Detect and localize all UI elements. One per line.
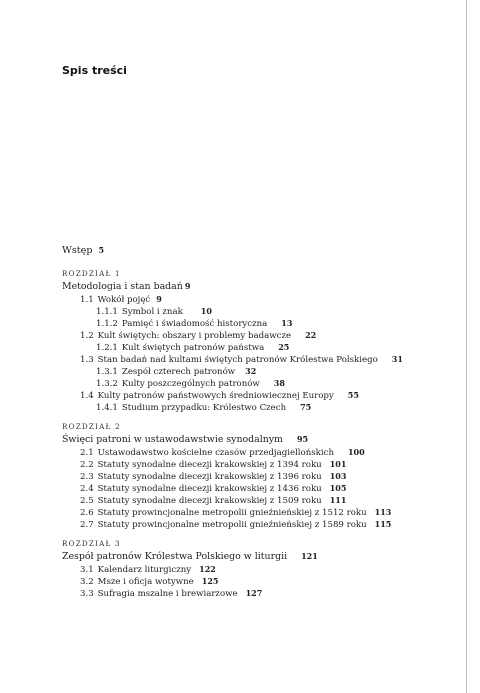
toc-entry <box>96 366 256 378</box>
chapter-1-title-line <box>62 281 190 292</box>
toc-entry-number: 3.3 <box>80 589 94 599</box>
toc-entry-number: 1.2.1 <box>96 343 118 353</box>
toc-entry-title: Kulty patronów państwowych średniowiecznej Europy <box>97 391 334 401</box>
chapter-3-title-line <box>62 551 318 562</box>
toc-entry <box>80 564 216 576</box>
toc-entry-page: 103 <box>329 471 347 481</box>
toc-entry-page: 125 <box>201 576 219 586</box>
toc-intro-label: Wstęp <box>62 245 93 256</box>
toc-entry-title: Kult świętych patronów państwa <box>121 343 265 353</box>
toc-entry <box>80 447 365 459</box>
toc-entry-title: Kult świętych: obszary i problemy badawcze <box>97 331 292 341</box>
toc-entry <box>80 330 316 342</box>
toc-entry-title: Statuty synodalne diecezji krakowskiej z 1396 roku <box>97 472 322 482</box>
toc-entry-number: 1.3 <box>80 355 94 365</box>
toc-entry-title: Msze i oficja wotywne <box>97 577 194 587</box>
toc-entry-page: 113 <box>374 507 392 517</box>
toc-entry-number: 1.1.2 <box>96 319 118 329</box>
toc-entry-title: Studium przypadku: Królestwo Czech <box>121 403 287 413</box>
page-edge-line <box>466 0 467 693</box>
toc-entry <box>80 471 346 483</box>
toc-entry-title: Wokół pojęć <box>97 295 151 305</box>
toc-entry-title: Zespół czterech patronów <box>121 367 236 377</box>
toc-entry <box>96 306 212 318</box>
toc-entry <box>80 390 359 402</box>
toc-title: Spis treści <box>62 64 127 77</box>
toc-entry-title: Statuty synodalne diecezji krakowskiej z 1436 roku <box>97 484 322 494</box>
toc-entry-page: 100 <box>347 447 365 457</box>
toc-entry-number: 1.2 <box>80 331 94 341</box>
toc-entry-page: 115 <box>374 519 392 529</box>
toc-entry <box>80 354 403 366</box>
toc-entry-number: 2.1 <box>80 448 94 458</box>
toc-entry <box>80 294 162 306</box>
toc-entry <box>80 519 391 531</box>
toc-entry-page: 32 <box>245 366 257 376</box>
toc-entry-title: Pamięć i świadomość historyczna <box>121 319 268 329</box>
toc-entry-title: Statuty prowincjonalne metropolii gnieźnieńskiej z 1589 roku <box>97 520 367 530</box>
chapter-2-title: Święci patroni w ustawodawstwie synodalnym <box>62 434 283 445</box>
toc-entry-page: 111 <box>329 495 347 505</box>
toc-entry-title: Symbol i znak <box>121 307 183 317</box>
toc-entry <box>80 483 346 495</box>
toc-entry <box>96 378 285 390</box>
toc-entry-title: Stan badań nad kultami świętych patronów Królestwa Polskiego <box>97 355 378 365</box>
chapter-1-label: ROZDZIAŁ 1 <box>62 269 121 278</box>
toc-entry-title: Statuty synodalne diecezji krakowskiej z 1509 roku <box>97 496 322 506</box>
chapter-1-title: Metodologia i stan badań <box>62 281 183 292</box>
toc-intro-page: 5 <box>98 245 105 255</box>
chapter-3-label: ROZDZIAŁ 3 <box>62 539 121 548</box>
toc-entry-title: Kalendarz liturgiczny <box>97 565 192 575</box>
toc-entry-page: 13 <box>281 318 293 328</box>
toc-entry-page: 10 <box>200 306 212 316</box>
chapter-2-page: 95 <box>296 434 309 444</box>
toc-entry-number: 3.1 <box>80 565 94 575</box>
toc-entry-number: 2.4 <box>80 484 94 494</box>
chapter-2-label: ROZDZIAŁ 2 <box>62 422 121 431</box>
toc-entry-title: Sufragia mszalne i brewiarzowe <box>97 589 238 599</box>
toc-entry-page: 25 <box>278 342 290 352</box>
toc-entry-number: 2.7 <box>80 520 94 530</box>
toc-entry <box>80 507 391 519</box>
chapter-1-page: 9 <box>184 281 191 291</box>
toc-entry-page: 38 <box>273 378 285 388</box>
toc-entry-number: 2.5 <box>80 496 94 506</box>
toc-entry <box>80 495 346 507</box>
toc-entry-page: 22 <box>305 330 317 340</box>
chapter-3-page: 121 <box>301 551 318 561</box>
toc-entry-number: 2.3 <box>80 472 94 482</box>
toc-entry-number: 2.6 <box>80 508 94 518</box>
chapter-2-title-line <box>62 434 308 445</box>
toc-entry-page: 101 <box>329 459 347 469</box>
toc-entry-title: Kulty poszczególnych patronów <box>121 379 260 389</box>
toc-entry-number: 1.4 <box>80 391 94 401</box>
toc-entry-title: Statuty prowincjonalne metropolii gnieźnieńskiej z 1512 roku <box>97 508 367 518</box>
toc-entry-number: 1.1.1 <box>96 307 118 317</box>
toc-entry-page: 127 <box>245 588 263 598</box>
toc-entry-number: 3.2 <box>80 577 94 587</box>
toc-entry-page: 31 <box>391 354 403 364</box>
toc-entry <box>96 342 289 354</box>
toc-intro <box>62 245 104 256</box>
toc-entry <box>96 402 311 414</box>
toc-entry-number: 2.2 <box>80 460 94 470</box>
toc-entry-page: 105 <box>329 483 347 493</box>
toc-entry-number: 1.4.1 <box>96 403 118 413</box>
toc-entry-number: 1.1 <box>80 295 94 305</box>
toc-entry-number: 1.3.1 <box>96 367 118 377</box>
toc-entry <box>80 459 346 471</box>
toc-entry-number: 1.3.2 <box>96 379 118 389</box>
toc-entry-page: 122 <box>199 564 216 574</box>
chapter-3-title: Zespół patronów Królestwa Polskiego w liturgii <box>62 551 288 562</box>
toc-entry-page: 75 <box>300 402 312 412</box>
toc-entry-title: Statuty synodalne diecezji krakowskiej z 1394 roku <box>97 460 322 470</box>
toc-entry <box>80 576 218 588</box>
toc-entry-page: 9 <box>156 294 162 304</box>
toc-entry-page: 55 <box>347 390 359 400</box>
toc-entry-title: Ustawodawstwo kościelne czasów przedjagiellońskich <box>97 448 334 458</box>
toc-entry <box>80 588 262 600</box>
toc-entry <box>96 318 292 330</box>
